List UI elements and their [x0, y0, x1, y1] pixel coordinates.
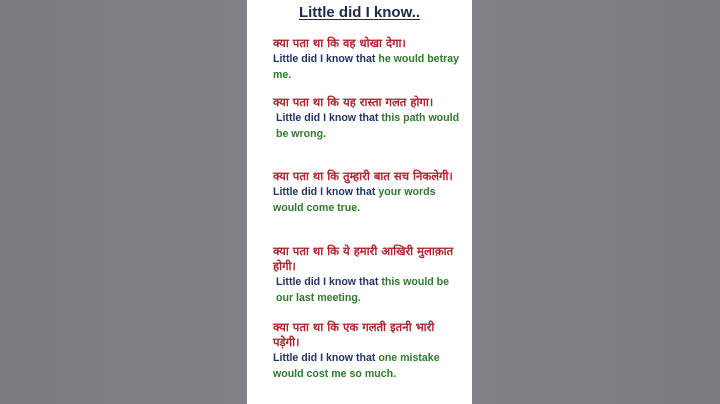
- hindi-sentence: क्या पता था कि वह धोखा देगा।: [273, 36, 406, 50]
- left-background: [0, 0, 247, 404]
- page-title: Little did I know..: [298, 4, 421, 21]
- translation-prefix: Little did I know that: [273, 53, 376, 65]
- phrase-entry: [273, 169, 463, 216]
- right-background: [472, 0, 720, 404]
- english-translation: [273, 185, 463, 216]
- translation-highlight: one mistake would cost me so much.: [273, 352, 440, 380]
- hindi-sentence: क्या पता था कि तुम्हारी बात सच निकलेगी।: [273, 169, 453, 183]
- english-translation: [273, 111, 463, 142]
- hindi-sentence: क्या पता था कि ये हमारी आखिरी मुलाक़ात होगी।: [273, 244, 454, 273]
- translation-highlight: he would betray me.: [273, 53, 460, 81]
- phrase-entry: [273, 320, 463, 382]
- content-card: [247, 0, 472, 404]
- translation-prefix: Little did I know that: [276, 112, 379, 124]
- phrase-entry: [273, 244, 463, 306]
- translation-highlight: this would be our last meeting.: [276, 276, 450, 304]
- translation-prefix: Little did I know that: [273, 186, 376, 198]
- translation-highlight: this path would be wrong.: [276, 112, 460, 140]
- english-translation: [273, 275, 463, 306]
- phrase-entry: [273, 36, 463, 83]
- translation-prefix: Little did I know that: [273, 352, 376, 364]
- translation-highlight: your words would come true.: [273, 186, 436, 214]
- hindi-sentence: क्या पता था कि यह रास्ता गलत होगा।: [273, 95, 434, 109]
- english-translation: [273, 52, 463, 83]
- translation-prefix: Little did I know that: [276, 276, 379, 288]
- english-translation: [273, 351, 463, 382]
- phrase-entry: [273, 95, 463, 142]
- hindi-sentence: क्या पता था कि एक गलती इतनी भारी पड़ेगी।: [273, 320, 435, 349]
